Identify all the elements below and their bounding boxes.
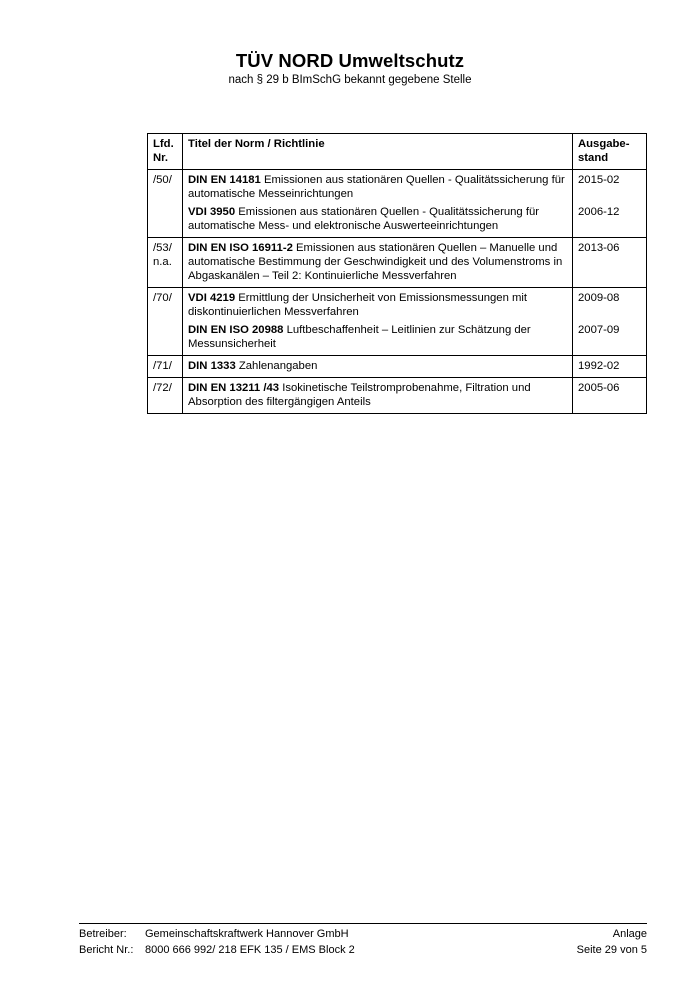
page-subtitle: nach § 29 b BImSchG bekannt gegebene Stelle <box>228 74 472 86</box>
norm-title: Emissionen aus stationären Quellen – Manuelle und automatische Bestimmung der Geschwindigkeit und des Volumenstroms in Abgaskanälen – Teil 2: Kontinuierliche Messverfahren <box>188 242 563 282</box>
table-row <box>148 238 647 288</box>
norm-date: 2015-02 <box>578 174 620 186</box>
norm-entry <box>188 381 567 409</box>
row-title-cell <box>183 356 573 378</box>
row-title-cell <box>183 378 573 414</box>
norms-table <box>147 133 647 414</box>
norm-code: DIN 1333 <box>188 360 236 372</box>
norm-date: 2005-06 <box>578 382 620 394</box>
norm-title: Luftbeschaffenheit – Leitlinien zur Schätzung der Messunsicherheit <box>188 324 531 350</box>
row-number: /53/ n.a. <box>148 238 183 288</box>
table-header-row <box>148 134 647 170</box>
norm-entry <box>188 323 567 351</box>
header-nr-line1: Lfd. <box>153 138 174 150</box>
norm-entry <box>188 173 567 201</box>
page-header <box>0 50 700 86</box>
row-title-cell <box>183 288 573 356</box>
header-nr <box>148 134 183 170</box>
norm-title: Isokinetische Teilstromprobenahme, Filtration und Absorption des filtergängigen Anteils <box>188 382 531 408</box>
norm-title: Emissionen aus stationären Quellen - Qualitätssicherung für automatische Mess- und elektronische Auswerteeinrichtungen <box>188 206 540 232</box>
footer-divider <box>79 923 647 924</box>
norm-title: Ermittlung der Unsicherheit von Emissionsmessungen mit diskontinuierlichen Messverfahren <box>188 292 528 318</box>
row-date-cell <box>573 170 647 238</box>
norm-date: 2013-06 <box>578 242 620 254</box>
row-title-cell <box>183 170 573 238</box>
norm-entry <box>188 241 567 283</box>
row-date-cell <box>573 378 647 414</box>
table-row <box>148 288 647 356</box>
header-date <box>573 134 647 170</box>
report-label: Bericht Nr.: <box>79 944 134 956</box>
row-date-cell <box>573 288 647 356</box>
header-nr-line2: Nr. <box>153 152 169 164</box>
norm-code: VDI 3950 <box>188 206 236 218</box>
row-number: /72/ <box>148 378 183 414</box>
row-title-cell <box>183 238 573 288</box>
header-date-line1: Ausgabe- <box>578 138 630 150</box>
norm-code: DIN EN ISO 16911-2 <box>188 242 293 254</box>
norm-date: 2009-08 <box>578 292 620 304</box>
table-row <box>148 356 647 378</box>
operator-value: Gemeinschaftskraftwerk Hannover GmbH <box>145 928 349 940</box>
norm-date: 2007-09 <box>578 324 620 336</box>
norm-entry <box>188 291 567 319</box>
header-title: Titel der Norm / Richtlinie <box>183 134 573 170</box>
norm-code: DIN EN 13211 /43 <box>188 382 280 394</box>
header-date-line2: stand <box>578 152 609 164</box>
norm-title: Emissionen aus stationären Quellen - Qualitätssicherung für automatische Messeinrichtungen <box>188 174 565 200</box>
page-title: TÜV NORD Umweltschutz <box>235 50 465 71</box>
table-row <box>148 378 647 414</box>
norm-date: 1992-02 <box>578 360 620 372</box>
norm-title: Zahlenangaben <box>235 360 318 372</box>
norm-date: 2006-12 <box>578 206 620 218</box>
row-number: /71/ <box>148 356 183 378</box>
table-row <box>148 170 647 238</box>
row-date-cell <box>573 238 647 288</box>
row-number: /50/ <box>148 170 183 238</box>
norm-entry <box>188 359 567 373</box>
norm-entry <box>188 205 567 233</box>
norm-code: VDI 4219 <box>188 292 236 304</box>
norm-code: DIN EN ISO 20988 <box>188 324 284 336</box>
row-date-cell <box>573 356 647 378</box>
annex-label: Anlage <box>612 928 647 940</box>
operator-label: Betreiber: <box>79 928 127 940</box>
table-body <box>148 170 647 414</box>
row-number: /70/ <box>148 288 183 356</box>
report-value: 8000 666 992/ 218 EFK 135 / EMS Block 2 <box>145 944 355 956</box>
page-number: Seite 29 von 5 <box>576 944 647 956</box>
norm-code: DIN EN 14181 <box>188 174 261 186</box>
